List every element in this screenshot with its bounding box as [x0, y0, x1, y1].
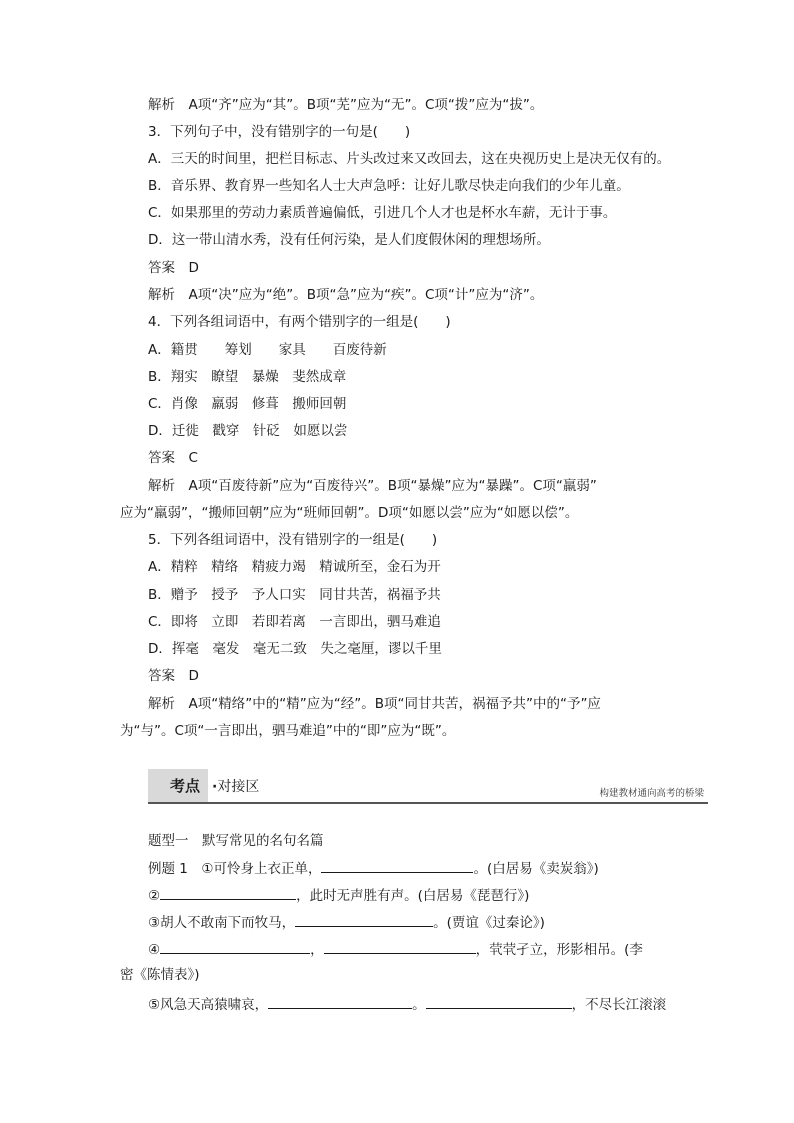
example-1-item-4-cont: 密《陈情表》) — [120, 967, 200, 983]
q4-analysis: 解析 A项“百废待新”应为“百废待兴”。B项“暴燥”应为“暴躁”。C项“羸弱” — [148, 478, 597, 494]
answer-blank[interactable] — [268, 994, 412, 1009]
section-title: 对接区 — [217, 779, 260, 795]
q5-option-b: B．赠予 授予 予人口实 同甘共苦，祸福予共 — [148, 587, 441, 603]
question-3: 3．下列句子中，没有错别字的一句是( ) — [148, 124, 411, 140]
q5-analysis-cont: 为“与”。C项“一言即出，驷马难追”中的“即”应为“既”。 — [120, 723, 456, 739]
section-key: 考点 — [170, 777, 201, 795]
example-1-item-5-sep: 。 — [412, 997, 426, 1013]
example-1-item-5-tail: ，不尽长江滚滚 — [571, 997, 667, 1013]
q5-answer: 答案 D — [148, 668, 199, 684]
example-1-item-4 — [148, 939, 643, 959]
answer-blank[interactable] — [324, 939, 476, 954]
example-1-item-2-text: ，此时无声胜有声。(白居易《琵琶行》) — [296, 888, 530, 904]
answer-blank[interactable] — [426, 994, 572, 1009]
q4-option-c: C．肖像 羸弱 修葺 搬师回朝 — [148, 396, 347, 412]
question-type-title: 题型一 默写常见的名句名篇 — [148, 833, 324, 849]
q3-answer: 答案 D — [148, 260, 199, 276]
answer-blank[interactable] — [160, 885, 296, 900]
answer-blank[interactable] — [321, 858, 473, 873]
question-4: 4．下列各组词语中，有两个错别字的一组是( ) — [148, 314, 451, 330]
q5-analysis: 解析 A项“精络”中的“精”应为“经”。B项“同甘共苦，祸福予共”中的“予”应 — [148, 696, 601, 712]
example-1-item-1-text: 例题 1 ①可怜身上衣正单， — [148, 861, 322, 877]
q3-option-a: A．三天的时间里，把栏目标志、片头改过来又改回去，这在央视历史上是决无仅有的。 — [148, 151, 671, 167]
example-1-item-4-text: ，茕茕孑立，形影相吊。(李 — [475, 942, 643, 958]
q4-option-d: D．迁徙 戳穿 针砭 如愿以尝 — [148, 423, 348, 439]
q3-analysis: 解析 A项“决”应为“绝”。B项“急”应为“疾”。C项“计”应为“济”。 — [148, 287, 544, 303]
q5-option-d: D．挥毫 毫发 毫无二致 失之毫厘，谬以千里 — [148, 641, 442, 657]
q3-option-c: C．如果那里的劳动力素质普遍偏低，引进几个人才也是杯水车薪，无计于事。 — [148, 205, 617, 221]
q3-option-d: D．这一带山清水秀，没有任何污染，是人们度假休闲的理想场所。 — [148, 232, 550, 248]
example-1-item-2-num: ② — [148, 888, 161, 904]
q5-option-a: A．精粹 精络 精疲力竭 精诚所至，金石为开 — [148, 559, 441, 575]
section-tagline: 构建教材通向高考的桥梁 — [599, 788, 704, 799]
example-1-item-4-sep: ， — [310, 942, 324, 958]
q4-answer: 答案 C — [148, 450, 198, 466]
example-1-item-3 — [148, 912, 545, 932]
analysis-q2: 解析 A项“齐”应为“其”。B项“芜”应为“无”。C项“拨”应为“拔”。 — [148, 97, 544, 113]
q4-option-b: B．翔实 瞭望 暴燥 斐然成章 — [148, 369, 347, 385]
example-1-item-5-text: ⑤风急天高猿啸哀， — [148, 997, 269, 1013]
q5-option-c: C．即将 立即 若即若离 一言即出，驷马难追 — [148, 614, 441, 630]
example-1-item-5 — [148, 994, 666, 1014]
example-1-item-2 — [148, 885, 529, 905]
example-1-item-4-num: ④ — [148, 942, 161, 958]
section-title-wrap — [212, 778, 259, 796]
section-rule — [148, 802, 708, 804]
question-5: 5．下列各组词语中，没有错别字的一组是( ) — [148, 532, 438, 548]
example-1-item-1-source: 。(白居易《卖炭翁》) — [473, 861, 599, 877]
example-1-item-1 — [148, 858, 599, 878]
q3-option-b: B．音乐界、教育界一些知名人士大声急呼：让好儿歌尽快走向我们的少年儿童。 — [148, 178, 630, 194]
example-1-item-3-source: 。(贾谊《过秦论》) — [433, 915, 545, 931]
section-header — [148, 769, 708, 804]
q4-analysis-cont: 应为“羸弱”，“搬师回朝”应为“班师回朝”。D项“如愿以尝”应为“如愿以偿”。 — [120, 505, 579, 521]
section-dot: · — [212, 779, 218, 795]
q4-option-a: A．籍贯 筹划 家具 百废待新 — [148, 342, 387, 358]
answer-blank[interactable] — [160, 939, 310, 954]
answer-blank[interactable] — [295, 912, 433, 927]
example-1-item-3-text: ③胡人不敢南下而牧马， — [148, 915, 296, 931]
